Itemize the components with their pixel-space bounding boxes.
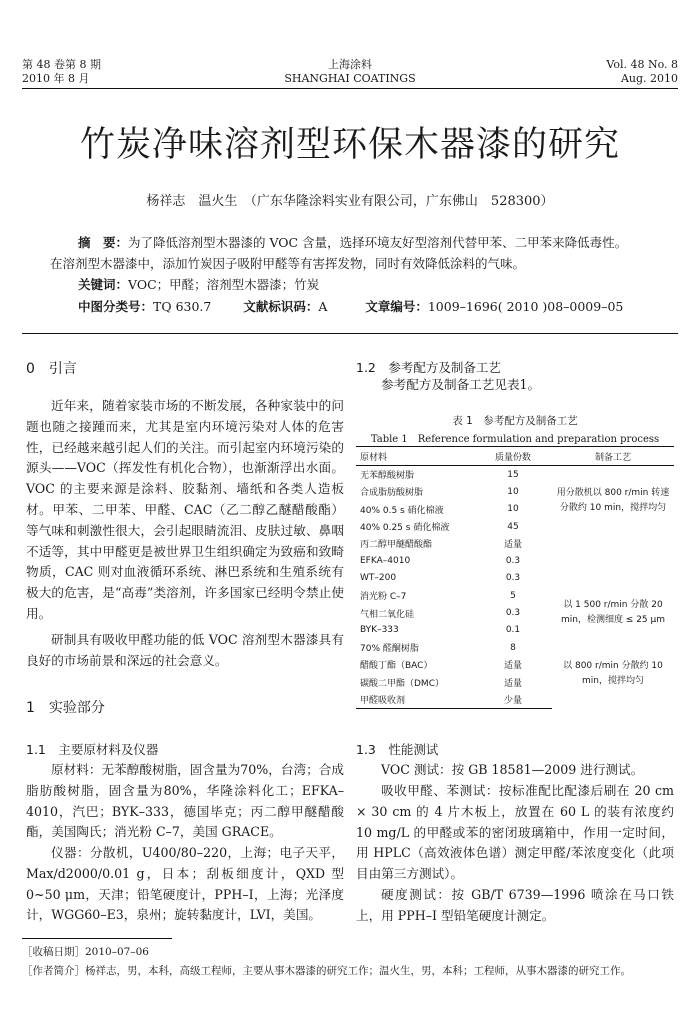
author-bio: ［作者简介］杨祥志，男，本科，高级工程师，主要从事木器漆的研究工作；温火生，男，本科；工程师，从事木器漆的研究工作。 bbox=[22, 965, 631, 977]
quantity-cell: 0.3 bbox=[505, 573, 521, 584]
keywords-label: 关键词： bbox=[78, 277, 129, 292]
keywords: VOC；甲醛；溶剂型木器漆；竹炭 bbox=[128, 277, 320, 292]
material-cell: 消光粉 C–7 bbox=[360, 592, 407, 603]
quantity-cell: 适量 bbox=[503, 661, 522, 672]
section-1-heading: 1 实验部分 bbox=[26, 700, 105, 716]
section-0-heading: 0 引言 bbox=[26, 361, 77, 377]
article-no-label: 文章编号： bbox=[365, 299, 428, 314]
col-header-qty: 质量份数 bbox=[474, 447, 552, 466]
keywords-line bbox=[78, 274, 688, 295]
quantity-cell: 10 bbox=[507, 504, 519, 515]
section-1-2-paragraph: 参考配方及制备工艺见表1。 bbox=[381, 377, 541, 392]
quantity-cell: 少量 bbox=[474, 691, 552, 709]
section-1-1-materials: 原材料：无苯醇酸树脂，固含量为70%，台湾；合成脂肪酸树脂，固含量为80%，华隆涂料化工；EFKA–4010，汽巴；BYK–333，德国毕克；丙二醇甲醚醋酸酯，美国陶氏；消光粉 C–7，美国 GRACE。 bbox=[26, 762, 344, 840]
process-cell-empty bbox=[552, 535, 674, 552]
journal-issue-en bbox=[606, 58, 678, 86]
running-header bbox=[0, 0, 700, 94]
abstract-divider bbox=[22, 333, 678, 334]
quantity-cell: 10 bbox=[507, 486, 519, 497]
process-cell-empty bbox=[552, 552, 674, 569]
material-cell: 70% 醛酮树脂 bbox=[360, 644, 419, 655]
process-cell-empty bbox=[552, 570, 674, 587]
abstract-line-1 bbox=[78, 232, 678, 253]
quantity-cell: 5 bbox=[510, 590, 516, 601]
quantity-cell: 0.3 bbox=[505, 608, 521, 619]
material-cell: 醋酸丁酯（BAC） bbox=[360, 661, 433, 672]
material-cell: EFKA–4010 bbox=[360, 556, 411, 567]
table-row bbox=[356, 535, 674, 552]
clc-code: TQ 630.7 bbox=[153, 299, 212, 314]
absorption-test-paragraph: 吸收甲醛、苯测试：按标准配比配漆后刷在 20 cm × 30 cm 的 4 片木板上，放置在 60 L 的装有浓度约 10 mg/L 的甲醛或苯的密闭玻璃箱中，作用一定时间，用 HPLC（高效液体色谱）测定甲醛/苯浓度变化（此项目由第三方测试）。 bbox=[356, 783, 674, 882]
journal-name-cn: 上海涂料 bbox=[328, 58, 372, 71]
section-1-3-heading: 1.3 性能测试 bbox=[356, 742, 439, 757]
abstract-text-1: 为了降低溶剂型木器漆的 VOC 含量，选择环境友好型溶剂代替甲苯、二甲苯来降低毒性。 bbox=[128, 235, 628, 250]
section-0-paragraph-2: 研制具有吸收甲醛功能的低 VOC 溶剂型木器漆具有良好的市场前景和深远的社会意义。 bbox=[26, 632, 344, 668]
section-1-1-instruments: 仪器：分散机，U400/80–220，上海；电子天平，Max/d2000/0.01 g，日本；刮板细度计，QXD 型 0~50 μm，天津；铅笔硬度计，PPH–I，上海；光泽度计，WGG60–E3，泉州；旋转黏度计，LVI，美国。 bbox=[26, 845, 344, 923]
abstract-label: 摘 要： bbox=[78, 235, 129, 250]
material-cell: 无苯醇酸树脂 bbox=[360, 471, 415, 482]
process-cell: 以 800 r/min 分散约 10 min，搅拌均匀 bbox=[563, 660, 663, 686]
issue-date-en: Aug. 2010 bbox=[620, 72, 678, 85]
formulation-table bbox=[356, 446, 674, 709]
table-row bbox=[356, 639, 674, 656]
col-header-material: 原材料 bbox=[356, 447, 474, 466]
authors-affiliation: 杨祥志 温火生 （广东华隆涂料实业有限公司，广东佛山 528300） bbox=[146, 194, 554, 209]
material-cell: 气相二氧化硅 bbox=[360, 609, 415, 620]
header-divider bbox=[22, 88, 678, 89]
article-no: 1009–1696( 2010 )08–0009–05 bbox=[427, 299, 624, 314]
table-row bbox=[356, 552, 674, 569]
clc-label: 中图分类号： bbox=[78, 299, 154, 314]
quantity-cell: 45 bbox=[507, 521, 519, 532]
volume-issue-en: Vol. 48 No. 8 bbox=[606, 58, 678, 71]
table-caption-cn: 表 1 参考配方及制备工艺 bbox=[452, 415, 578, 427]
table-row bbox=[356, 587, 674, 604]
abstract-text-2: 在溶剂型木器漆中，添加竹炭因子吸附甲醛等有害挥发物，同时有效降低涂料的气味。 bbox=[50, 256, 526, 271]
classification-line bbox=[78, 296, 678, 317]
process-cell: 用分散机以 800 r/min 转速分散约 10 min，搅拌均匀 bbox=[556, 487, 670, 513]
journal-name-en: SHANGHAI COATINGS bbox=[284, 72, 416, 85]
section-0-paragraph-1: 近年来，随着家装市场的不断发展，各种家装中的问题也随之接踵而来，尤其是室内环境污染对人体的危害性，已经越来越引起人们的关注。而引起室内环境污染的源头——VOC（挥发性有机化合物），也渐渐浮出水面。VOC 的主要来源是涂料、胶黏剂、墙纸和各类人造板材。甲苯、二甲苯、甲醛、CAC（乙二醇乙醚醋酸酯）等气味和刺激性很大，会引起眼睛流泪、皮肤过敏、鼻咽不适等，其中甲醛更是被世界卫生组织确定为致癌和致畸物质，CAC 则对血液循环系统、淋巴系统和生殖系统有极大的危害，是“高毒”类溶剂，许多国家已经明令禁止使用。 bbox=[26, 398, 344, 621]
material-cell: 碳酸二甲酯（DMC） bbox=[360, 678, 444, 689]
hardness-test-paragraph: 硬度测试：按 GB/T 6739—1996 喷涂在马口铁上，用 PPH–I 型铅笔硬度计测定。 bbox=[356, 887, 674, 923]
quantity-cell: 15 bbox=[507, 469, 519, 480]
footnote-divider bbox=[22, 938, 172, 939]
quantity-cell: 适量 bbox=[503, 678, 522, 689]
journal-name bbox=[0, 58, 700, 86]
section-1-2-heading: 1.2 参考配方及制备工艺 bbox=[356, 360, 501, 375]
material-cell: WT–200 bbox=[360, 573, 397, 584]
doc-code: A bbox=[318, 299, 328, 314]
material-cell: 合成脂肪酸树脂 bbox=[360, 488, 424, 499]
table-row bbox=[356, 466, 674, 484]
process-cell: 以 1 500 r/min 分散 20 min，检测细度 ≤ 25 μm bbox=[560, 600, 666, 626]
material-cell: BYK–333 bbox=[360, 625, 399, 636]
material-cell: 40% 0.25 s 硝化棉液 bbox=[360, 523, 450, 534]
material-cell: 丙二醇甲醚醋酸酯 bbox=[360, 540, 433, 551]
doc-code-label: 文献标识码： bbox=[243, 299, 319, 314]
paper-title: 竹炭净味溶剂型环保木器漆的研究 bbox=[79, 125, 620, 165]
voc-test-paragraph: VOC 测试：按 GB 18581—2009 进行测试。 bbox=[381, 762, 644, 777]
quantity-cell: 8 bbox=[510, 642, 516, 653]
section-1-1-heading: 1.1 主要原材料及仪器 bbox=[26, 742, 159, 757]
quantity-cell: 0.1 bbox=[505, 625, 521, 636]
table-row bbox=[356, 570, 674, 587]
table-header-row bbox=[356, 447, 674, 466]
volume-issue: 第 48 卷第 8 期 bbox=[22, 58, 101, 71]
material-cell: 40% 0.5 s 硝化棉液 bbox=[360, 505, 444, 516]
issue-date: 2010 年 8 月 bbox=[22, 72, 90, 85]
material-cell: 甲醛吸收剂 bbox=[356, 691, 474, 709]
received-date: ［收稿日期］2010–07–06 bbox=[22, 946, 149, 958]
table-caption-en: Table 1 Reference formulation and preparation process bbox=[370, 434, 660, 445]
quantity-cell: 0.3 bbox=[505, 556, 521, 567]
quantity-cell: 适量 bbox=[503, 540, 522, 551]
col-header-process: 制备工艺 bbox=[552, 447, 674, 466]
